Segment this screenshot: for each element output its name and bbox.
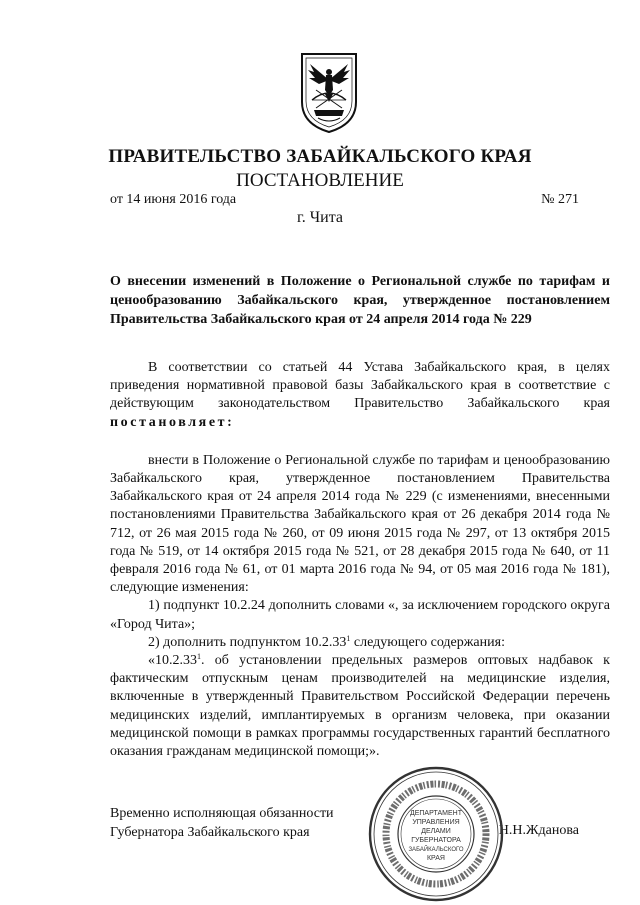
preamble-paragraph (110, 359, 610, 432)
signer-title-line-1: Временно исполняющая обязанности (110, 806, 334, 821)
quote-superscript: 1 (197, 652, 201, 662)
stamp-line-5: ЗАБАЙКАЛЬСКОГО (408, 847, 464, 853)
document-number: № 271 (541, 192, 579, 207)
signer-title (110, 804, 334, 842)
document-date: от 14 июня 2016 года (110, 192, 237, 207)
document-body (110, 359, 610, 761)
quote-text: . об установлении предельных размеров оптовых надбавок к фактическим отпускным ценам производителей на медицинские изделия, включенные в утвержденный Правительством Российской Федерации перечень медицинских изделий, имплантируемых в организм человека, при оказании медицинской помощи в рамках программы государственных гарантий бесплатного оказания гражданам медицинской помощи;». (110, 653, 610, 760)
preamble-text: В соответствии со статьей 44 Устава Забайкальского края, в целях приведения нормативной правовой базы Забайкальского края в соответствие с действующим законодательством Правительство Забайкальского края (110, 360, 610, 412)
item-2-suffix: следующего содержания: (350, 634, 505, 650)
coat-of-arms-emblem (298, 50, 360, 134)
government-title: ПРАВИТЕЛЬСТВО ЗАБАЙКАЛЬСКОГО КРАЯ (108, 146, 532, 167)
item-2-text: 2) дополнить подпунктом 10.2.33 (148, 634, 347, 650)
signer-title-line-2: Губернатора Забайкальского края (110, 825, 310, 840)
quoted-subclause (110, 652, 610, 761)
decree-word: постановляет: (110, 414, 235, 430)
document-type: ПОСТАНОВЛЕНИЕ (236, 170, 404, 191)
main-paragraph: внести в Положение о Региональной службе по тарифам и ценообразованию Забайкальского края, утвержденное постановлением Правительства Забайкальского края от 24 апреля 2014 года № 229 (с изменениями, внесенными постановлениями Правительства Забайкальского края от 26 декабря 2014 года № 712, от 26 мая 2015 года № 260, от 09 июня 2015 года № 297, от 13 октября 2015 года № 519, от 14 октября 2015 года № 521, от 28 декабря 2015 года № 640, от 11 февраля 2016 года № 61, от 01 марта 2016 года № 94, от 05 мая 2016 года № 181), следующие изменения: (110, 452, 610, 596)
signer-name: Н.Н.Жданова (498, 823, 579, 838)
document-heading: О внесении изменений в Положение о Региональной службе по тарифам и ценообразованию Забайкальского края, утвержденное постановлением Правительства Забайкальского края от 24 апреля 2014 года № 229 (110, 274, 610, 327)
item-2-superscript: 1 (346, 633, 351, 643)
amendment-item-2 (110, 634, 610, 652)
stamp-line-3: ДЕЛАМИ (421, 828, 451, 835)
document-city: г. Чита (296, 209, 343, 226)
quote-start: «10.2.33 (148, 653, 197, 669)
stamp-line-2: УПРАВЛЕНИЯ (412, 819, 460, 826)
stamp-line-4: ГУБЕРНАТОРА (411, 837, 461, 844)
stamp-line-1: ДЕПАРТАМЕНТ (409, 810, 463, 817)
stamp-line-6: КРАЯ (426, 855, 446, 862)
official-stamp (366, 764, 506, 904)
amendment-item-1: 1) подпункт 10.2.24 дополнить словами «, за исключением городского округа «Город Чита»; (110, 598, 610, 632)
